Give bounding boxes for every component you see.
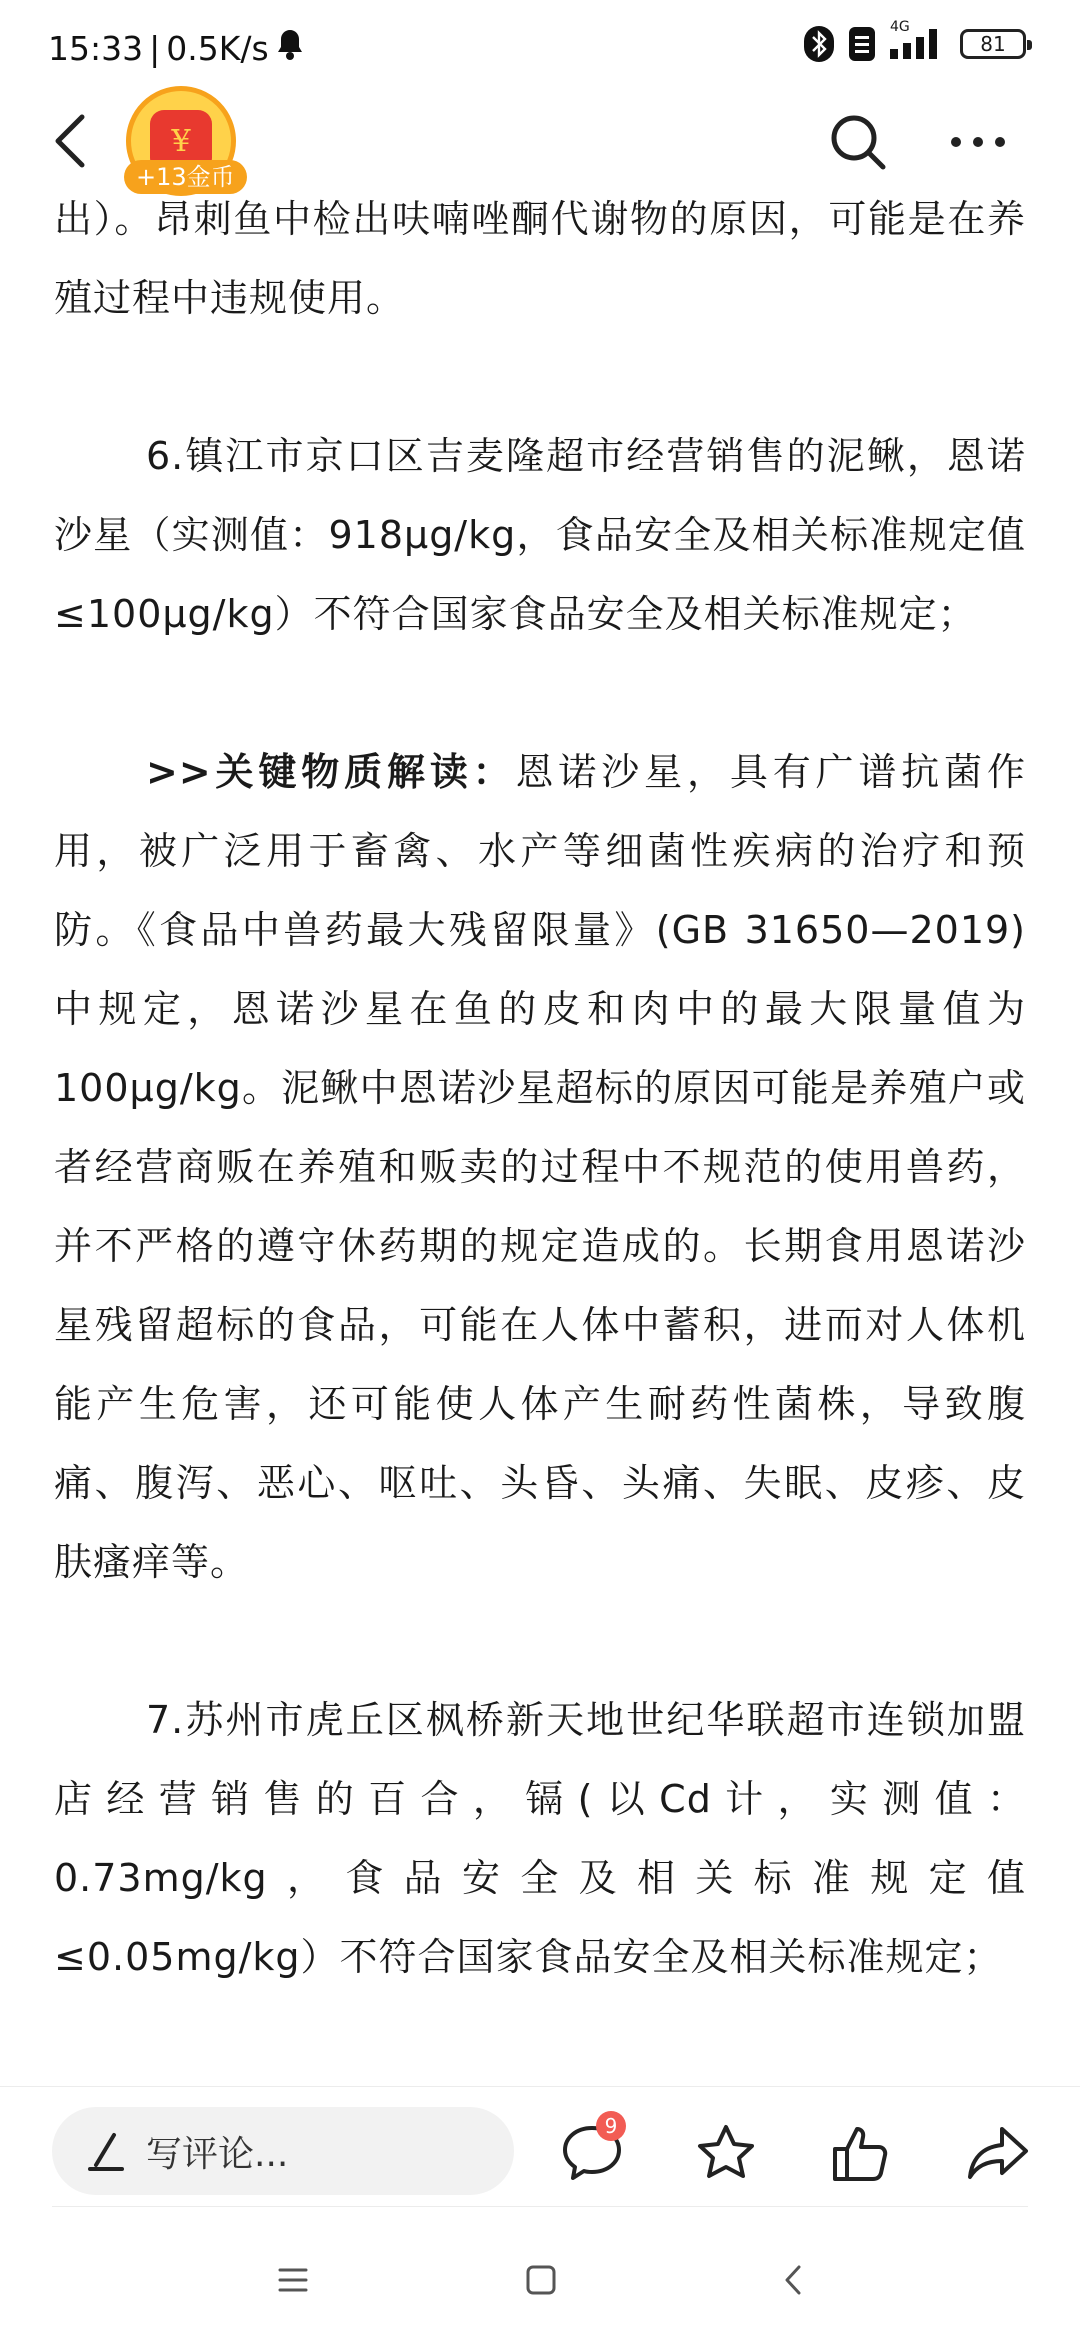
status-right (804, 19, 1026, 62)
sim-card-icon (848, 26, 876, 62)
key-substance-paragraph (54, 2076, 1026, 2080)
search-icon (829, 113, 887, 171)
back-chevron-icon (783, 2264, 803, 2296)
pen-icon (88, 2131, 124, 2171)
system-back-button[interactable] (758, 2250, 828, 2310)
favorite-button[interactable] (686, 2113, 766, 2193)
home-square-icon (526, 2265, 556, 2295)
network-type: 4G (890, 19, 910, 35)
menu-lines-icon (278, 2267, 308, 2293)
bottom-action-bar (0, 2086, 1080, 2217)
comment-placeholder: 写评论... (146, 2133, 289, 2175)
home-button[interactable] (506, 2250, 576, 2310)
back-button[interactable] (40, 106, 100, 176)
battery-icon (960, 29, 1026, 59)
paragraph-spacer (54, 338, 1026, 417)
status-time: 15:33 (48, 28, 144, 68)
bluetooth-icon (804, 26, 834, 62)
key-substance-label: >>关键物质解读： (146, 750, 516, 794)
search-button[interactable] (822, 106, 894, 178)
status-bar (0, 0, 1080, 100)
comments-button[interactable] (552, 2113, 632, 2193)
red-envelope-icon: ¥ (150, 110, 212, 172)
battery-level: 81 (980, 32, 1006, 56)
share-button[interactable] (958, 2113, 1038, 2193)
key-substance-text: 恩诺沙星，具有广谱抗菌作用，被广泛用于畜禽、水产等细菌性疾病的治疗和预防。《食品中兽药最大残留限量》(GB 31650—2019)中规定，恩诺沙星在鱼的皮和肉中的最大限量值为100μg/kg。泥鳅中恩诺沙星超标的原因可能是养殖户或者经营商贩在养殖和贩卖的过程中不规范的使用兽药，并不严格的遵守休药期的规定造成的。长期食用恩诺沙星残留超标的食品，可能在人体中蓄积，进而对人体机能产生危害，还可能使人体产生耐药性菌株，导致腹痛、腹泻、恶心、呕吐、头昏、头痛、失眠、皮疹、皮肤瘙痒等。 (54, 750, 1026, 1584)
notification-bell-icon (275, 28, 305, 68)
signal-strength-icon (890, 19, 946, 59)
thumbs-up-icon (831, 2123, 893, 2183)
more-dots-icon (950, 136, 1006, 148)
system-navigation-bar (0, 2220, 1080, 2340)
paragraph-spacer (54, 1602, 1026, 1681)
key-substance-paragraph (54, 733, 1026, 1602)
chevron-left-icon (52, 113, 88, 169)
article-body (54, 180, 1026, 2080)
menu-button[interactable] (258, 2250, 328, 2310)
share-arrow-icon (966, 2125, 1030, 2181)
comment-count-badge: 9 (596, 2111, 626, 2141)
article-paragraph: 出）。昂刺鱼中检出呋喃唑酮代谢物的原因，可能是在养殖过程中违规使用。 (54, 197, 1026, 320)
more-options-button[interactable] (938, 106, 1018, 178)
paragraph-spacer (54, 1997, 1026, 2076)
star-icon (695, 2123, 757, 2183)
like-button[interactable] (822, 2113, 902, 2193)
article-paragraph: 6.镇江市京口区吉麦隆超市经营销售的泥鳅，恩诺沙星（实测值：918μg/kg，食品安全及相关标准规定值≤100μg/kg）不符合国家食品安全及相关标准规定； (54, 434, 1026, 636)
coin-reward-label[interactable]: +13金币 (124, 160, 247, 194)
comment-input[interactable] (52, 2107, 514, 2195)
status-left (48, 28, 305, 68)
paragraph-spacer (54, 654, 1026, 733)
bottom-divider (52, 2206, 1028, 2207)
status-divider: | (149, 28, 161, 68)
article-paragraph: 7.苏州市虎丘区枫桥新天地世纪华联超市连锁加盟店经营销售的百合，镉(以Cd计，实测值：0.73mg/kg，食品安全及相关标准规定值≤0.05mg/kg）不符合国家食品安全及相关标准规定； (54, 1698, 1026, 1979)
status-network-speed: 0.5K/s (166, 28, 269, 68)
